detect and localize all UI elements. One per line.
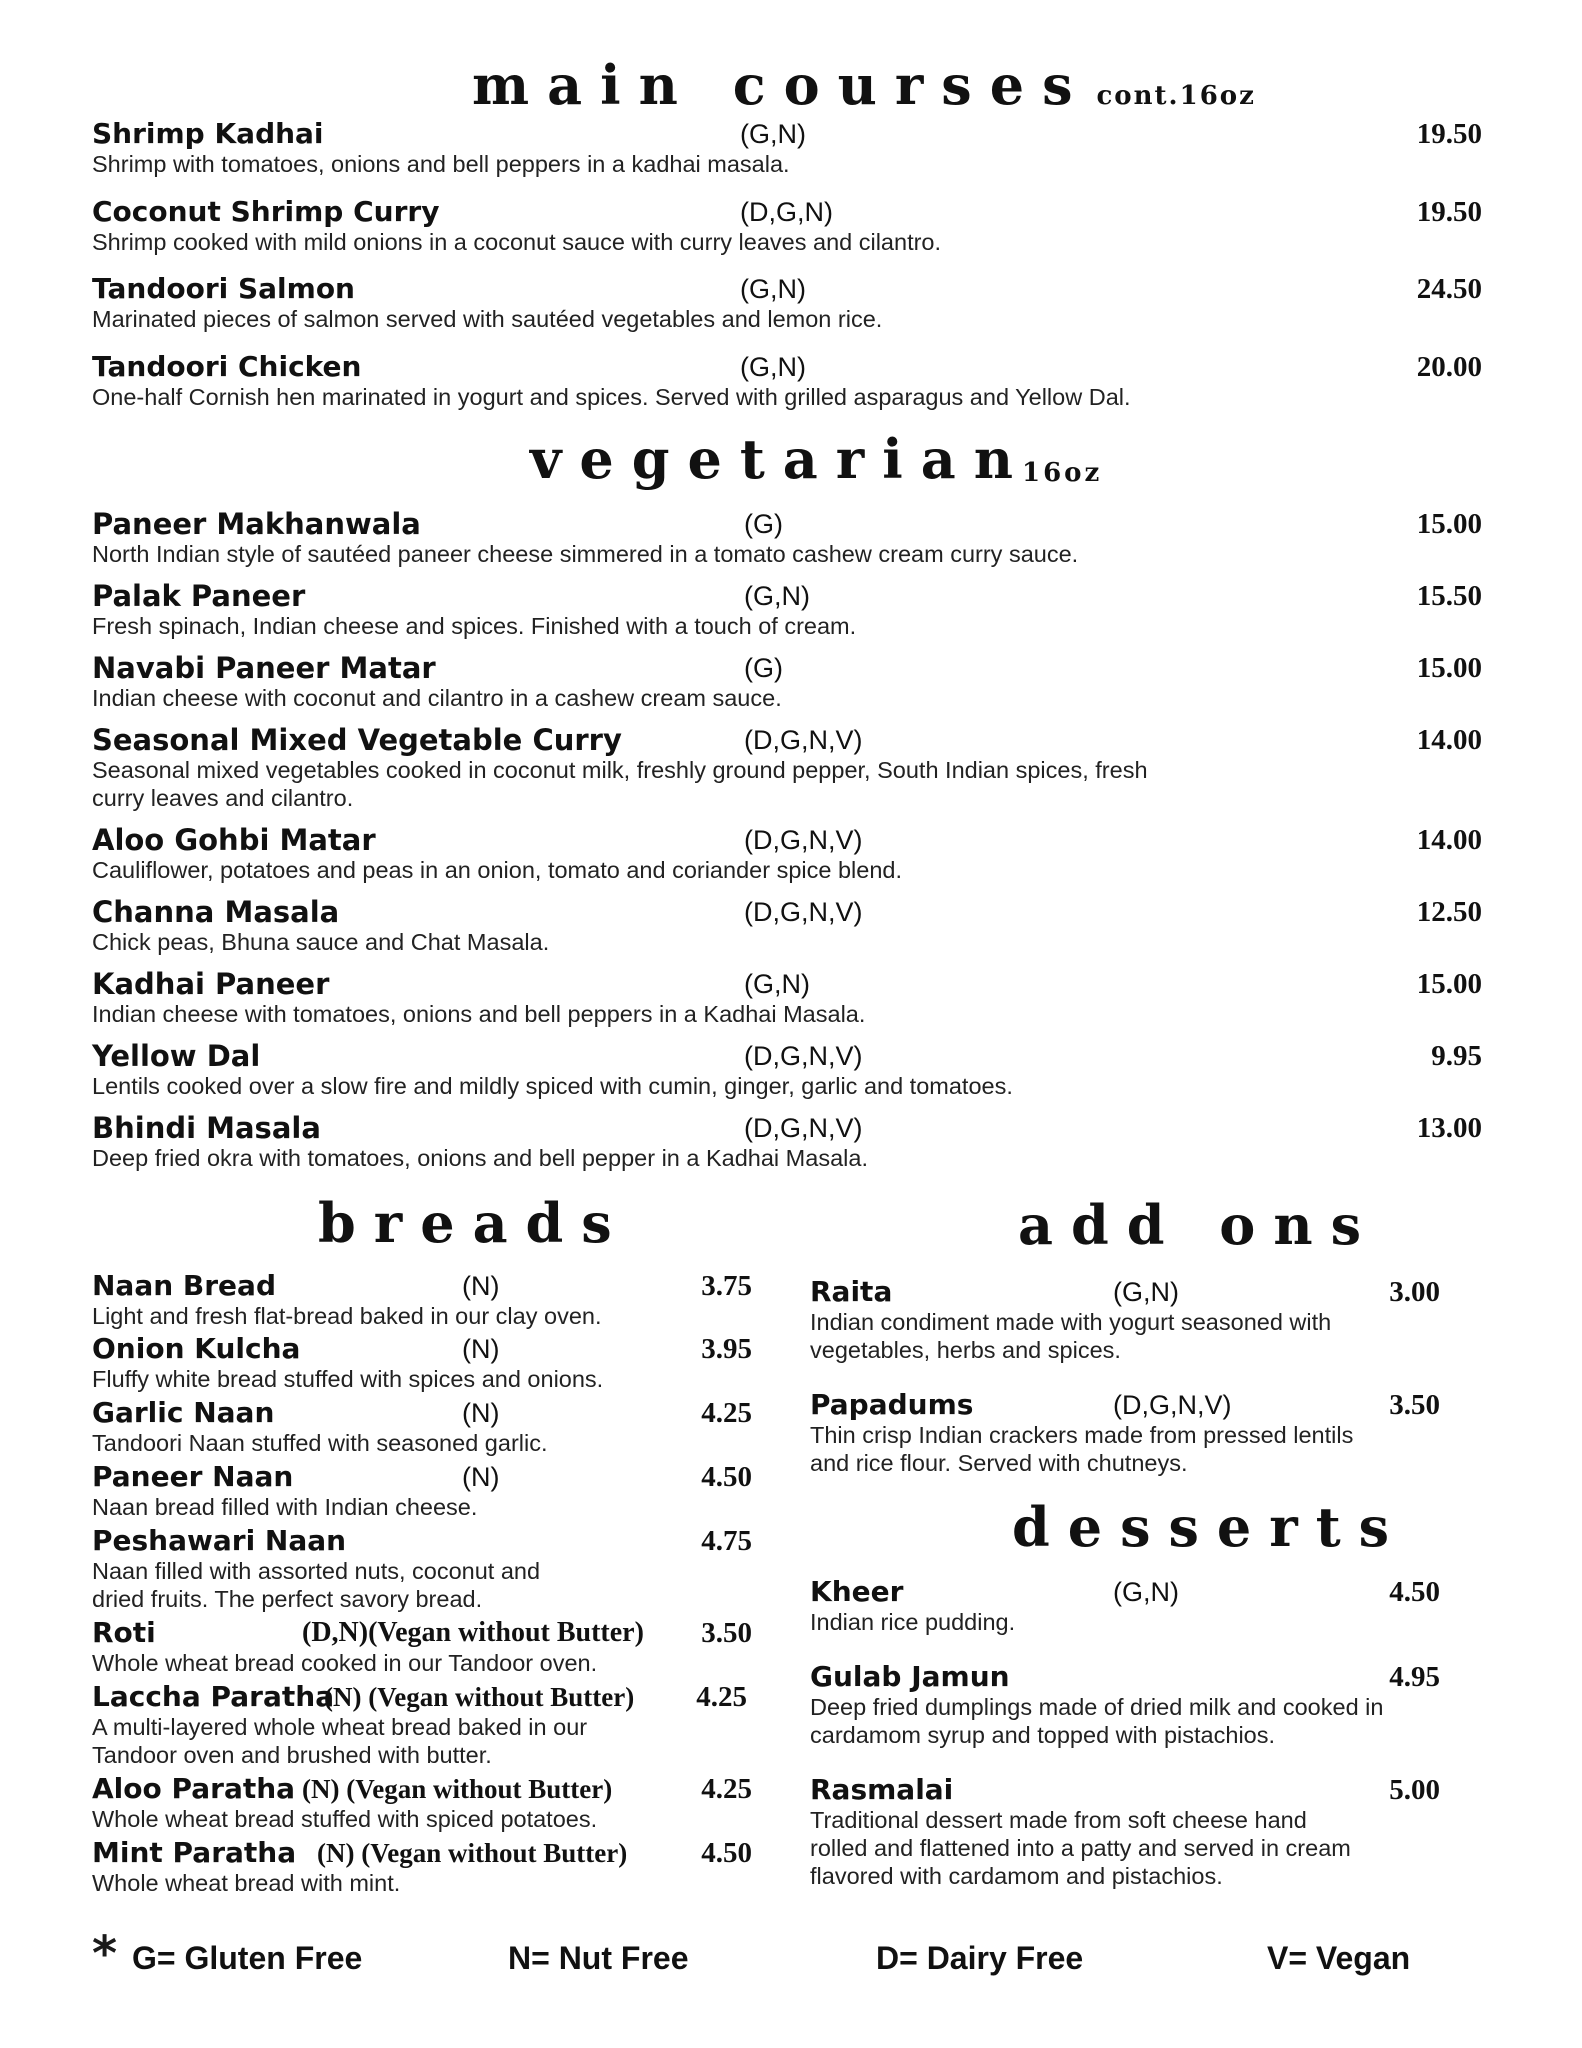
menu-item xyxy=(92,351,1482,411)
item-dietary-code: (D,G,N,V) xyxy=(744,1113,863,1143)
item-description: Fresh spinach, Indian cheese and spices. Finished with a touch of cream. xyxy=(92,613,857,639)
desserts-heading xyxy=(1012,1495,1408,1559)
item-dietary-code: (N) xyxy=(462,1462,500,1492)
item-price: 3.75 xyxy=(701,1270,752,1302)
item-dietary-code: (N) xyxy=(462,1334,500,1364)
item-name: Papadums xyxy=(810,1388,974,1421)
item-price: 12.50 xyxy=(1416,896,1482,928)
menu-item xyxy=(92,508,1482,568)
item-price: 4.25 xyxy=(696,1681,747,1713)
item-dietary-code: (G,N) xyxy=(1113,1277,1179,1307)
item-description: Shrimp cooked with mild onions in a coconut sauce with curry leaves and cilantro. xyxy=(92,229,942,255)
menu-item xyxy=(92,1681,752,1769)
item-dietary-code: (D,N)(Vegan without Butter) xyxy=(302,1617,644,1648)
menu-item xyxy=(92,1525,752,1613)
item-price: 20.00 xyxy=(1416,351,1482,383)
desserts-title: desserts xyxy=(1012,1495,1408,1559)
menu-item xyxy=(92,652,1482,712)
item-name: Garlic Naan xyxy=(92,1396,275,1429)
item-price: 4.50 xyxy=(701,1837,752,1869)
item-description: Shrimp with tomatoes, onions and bell peppers in a kadhai masala. xyxy=(92,151,790,177)
item-dietary-code: (D,G,N,V) xyxy=(1113,1390,1232,1420)
item-price: 19.50 xyxy=(1416,196,1482,228)
item-description: Deep fried dumplings made of dried milk and cooked in cardamom syrup and topped with pistachios. xyxy=(810,1694,1384,1748)
item-dietary-code: (G) xyxy=(744,653,783,683)
item-description: Whole wheat bread with mint. xyxy=(92,1870,401,1896)
add-ons-heading xyxy=(1018,1193,1379,1257)
main-courses-heading xyxy=(472,53,1256,117)
menu-item xyxy=(92,1617,752,1677)
menu-item xyxy=(92,968,1482,1028)
item-price: 4.75 xyxy=(701,1525,752,1557)
legend-nut-free: N= Nut Free xyxy=(508,1940,689,1976)
item-price: 4.50 xyxy=(701,1461,752,1493)
add-ons-title: add ons xyxy=(1018,1193,1379,1257)
menu-item xyxy=(810,1661,1480,1749)
item-description: Indian cheese with tomatoes, onions and bell peppers in a Kadhai Masala. xyxy=(92,1001,866,1027)
item-price: 4.25 xyxy=(701,1773,752,1805)
item-description: Cauliflower, potatoes and peas in an onion, tomato and coriander spice blend. xyxy=(92,857,902,883)
item-name: Roti xyxy=(92,1616,156,1649)
item-name: Yellow Dal xyxy=(92,1039,261,1073)
legend-dairy-free: D= Dairy Free xyxy=(876,1940,1084,1976)
item-name: Tandoori Chicken xyxy=(92,350,362,383)
menu-item xyxy=(810,1576,1480,1636)
vegetarian-heading xyxy=(530,427,1031,491)
item-name: Peshawari Naan xyxy=(92,1524,347,1557)
item-price: 24.50 xyxy=(1416,273,1482,305)
menu-item xyxy=(92,1397,752,1457)
item-name: Bhindi Masala xyxy=(92,1111,321,1145)
item-price: 3.95 xyxy=(701,1333,752,1365)
legend-asterisk: * xyxy=(92,1926,118,1982)
item-description: Traditional dessert made from soft cheese hand rolled and flattened into a patty and served in cream flavored with cardamom and pistachios. xyxy=(810,1807,1351,1889)
item-price: 4.25 xyxy=(701,1397,752,1429)
breads-heading xyxy=(318,1191,630,1255)
item-price: 4.50 xyxy=(1389,1576,1440,1608)
item-dietary-code: (G,N) xyxy=(740,274,806,304)
item-dietary-code: (N) xyxy=(462,1271,500,1301)
item-price: 5.00 xyxy=(1389,1774,1440,1806)
item-name: Gulab Jamun xyxy=(810,1660,1010,1693)
item-dietary-code: (N) (Vegan without Butter) xyxy=(317,1838,628,1868)
item-price: 13.00 xyxy=(1416,1112,1482,1144)
item-name: Kheer xyxy=(810,1575,904,1608)
menu-item xyxy=(92,1773,752,1833)
item-price: 3.50 xyxy=(701,1617,752,1649)
item-dietary-code: (N) (Vegan without Butter) xyxy=(324,1682,635,1712)
item-price: 15.00 xyxy=(1416,508,1482,540)
item-name: Paneer Makhanwala xyxy=(92,507,421,541)
item-description: A multi-layered whole wheat bread baked in our Tandoor oven and brushed with butter. xyxy=(92,1714,588,1768)
item-name: Aloo Paratha xyxy=(92,1772,296,1805)
item-price: 15.00 xyxy=(1416,968,1482,1000)
item-description: Indian condiment made with yogurt seasoned with vegetables, herbs and spices. xyxy=(810,1309,1332,1363)
menu-item xyxy=(92,273,1482,333)
item-price: 3.00 xyxy=(1389,1276,1440,1308)
item-name: Laccha Paratha xyxy=(92,1680,335,1713)
item-dietary-code: (D,G,N,V) xyxy=(744,825,863,855)
item-description: Whole wheat bread cooked in our Tandoor oven. xyxy=(92,1650,598,1676)
item-name: Naan Bread xyxy=(92,1269,276,1302)
menu-item xyxy=(810,1389,1480,1477)
item-description: One-half Cornish hen marinated in yogurt and spices. Served with grilled asparagus and Yellow Dal. xyxy=(92,384,1131,410)
item-name: Rasmalai xyxy=(810,1773,954,1806)
menu-item xyxy=(92,1112,1482,1172)
menu-item xyxy=(810,1276,1480,1364)
item-dietary-code: (G,N) xyxy=(744,969,810,999)
item-dietary-code: (D,G,N,V) xyxy=(744,897,863,927)
item-dietary-code: (G,N) xyxy=(1113,1577,1179,1607)
breads-title: breads xyxy=(318,1191,630,1255)
legend-vegan: V= Vegan xyxy=(1267,1940,1411,1976)
item-description: Light and fresh flat-bread baked in our clay oven. xyxy=(92,1303,602,1329)
menu-item xyxy=(92,1837,752,1897)
item-description: Naan bread filled with Indian cheese. xyxy=(92,1494,478,1520)
item-dietary-code: (D,G,N) xyxy=(740,197,833,227)
menu-item xyxy=(92,580,1482,640)
menu-item xyxy=(92,896,1482,956)
item-dietary-code: (N) xyxy=(462,1398,500,1428)
item-description: Deep fried okra with tomatoes, onions and bell pepper in a Kadhai Masala. xyxy=(92,1145,868,1171)
item-description: Naan filled with assorted nuts, coconut and dried fruits. The perfect savory bread. xyxy=(92,1558,541,1612)
item-price: 9.95 xyxy=(1431,1040,1482,1072)
item-name: Tandoori Salmon xyxy=(92,272,355,305)
item-dietary-code: (G,N) xyxy=(744,581,810,611)
item-price: 19.50 xyxy=(1416,118,1482,150)
menu-item xyxy=(92,1333,752,1393)
item-name: Raita xyxy=(810,1275,893,1308)
item-name: Onion Kulcha xyxy=(92,1332,301,1365)
item-price: 3.50 xyxy=(1389,1389,1440,1421)
item-description: Lentils cooked over a slow fire and mildly spiced with cumin, ginger, garlic and tomatoes. xyxy=(92,1073,1013,1099)
menu-item xyxy=(92,724,1482,812)
item-description: North Indian style of sautéed paneer cheese simmered in a tomato cashew cream curry sauce. xyxy=(92,541,1079,567)
item-description: Whole wheat bread stuffed with spiced potatoes. xyxy=(92,1806,598,1832)
menu-item xyxy=(92,1461,752,1521)
item-name: Mint Paratha xyxy=(92,1836,297,1869)
item-description: Chick peas, Bhuna sauce and Chat Masala. xyxy=(92,929,550,955)
menu-item xyxy=(92,196,1482,256)
item-name: Seasonal Mixed Vegetable Curry xyxy=(92,723,622,757)
vegetarian-title: vegetarian xyxy=(530,427,1031,491)
legend-gluten-free: G= Gluten Free xyxy=(132,1940,363,1976)
main-courses-portion-note: cont.16oz xyxy=(1096,81,1256,111)
item-description: Indian cheese with coconut and cilantro in a cashew cream sauce. xyxy=(92,685,782,711)
item-dietary-code: (N) (Vegan without Butter) xyxy=(302,1774,613,1804)
menu-item xyxy=(92,824,1482,884)
menu-item xyxy=(810,1774,1480,1890)
item-name: Paneer Naan xyxy=(92,1460,294,1493)
menu-item xyxy=(92,118,1482,178)
item-price: 15.00 xyxy=(1416,652,1482,684)
item-price: 14.00 xyxy=(1416,824,1482,856)
item-description: Seasonal mixed vegetables cooked in coconut milk, freshly ground pepper, South Indian spices, fresh curry leaves and cilantro. xyxy=(92,757,1148,811)
item-dietary-code: (G) xyxy=(744,509,783,539)
main-courses-title: main courses xyxy=(472,53,1091,117)
item-name: Palak Paneer xyxy=(92,579,306,613)
menu-item xyxy=(92,1270,752,1330)
item-description: Fluffy white bread stuffed with spices and onions. xyxy=(92,1366,604,1392)
vegetarian-portion-note: 16oz xyxy=(1022,458,1103,488)
item-price: 14.00 xyxy=(1416,724,1482,756)
menu-item xyxy=(92,1040,1482,1100)
item-description: Marinated pieces of salmon served with sautéed vegetables and lemon rice. xyxy=(92,306,883,332)
item-name: Shrimp Kadhai xyxy=(92,117,324,150)
item-description: Thin crisp Indian crackers made from pressed lentils and rice flour. Served with chutneys. xyxy=(810,1422,1354,1476)
item-dietary-code: (D,G,N,V) xyxy=(744,1041,863,1071)
item-dietary-code: (G,N) xyxy=(740,352,806,382)
item-dietary-code: (D,G,N,V) xyxy=(744,725,863,755)
item-dietary-code: (G,N) xyxy=(740,119,806,149)
item-price: 4.95 xyxy=(1389,1661,1440,1693)
item-name: Channa Masala xyxy=(92,895,340,929)
item-description: Indian rice pudding. xyxy=(810,1609,1016,1635)
item-price: 15.50 xyxy=(1416,580,1482,612)
item-name: Coconut Shrimp Curry xyxy=(92,195,440,228)
item-description: Tandoori Naan stuffed with seasoned garlic. xyxy=(92,1430,548,1456)
item-name: Aloo Gohbi Matar xyxy=(92,823,376,857)
item-name: Navabi Paneer Matar xyxy=(92,651,436,685)
item-name: Kadhai Paneer xyxy=(92,967,330,1001)
